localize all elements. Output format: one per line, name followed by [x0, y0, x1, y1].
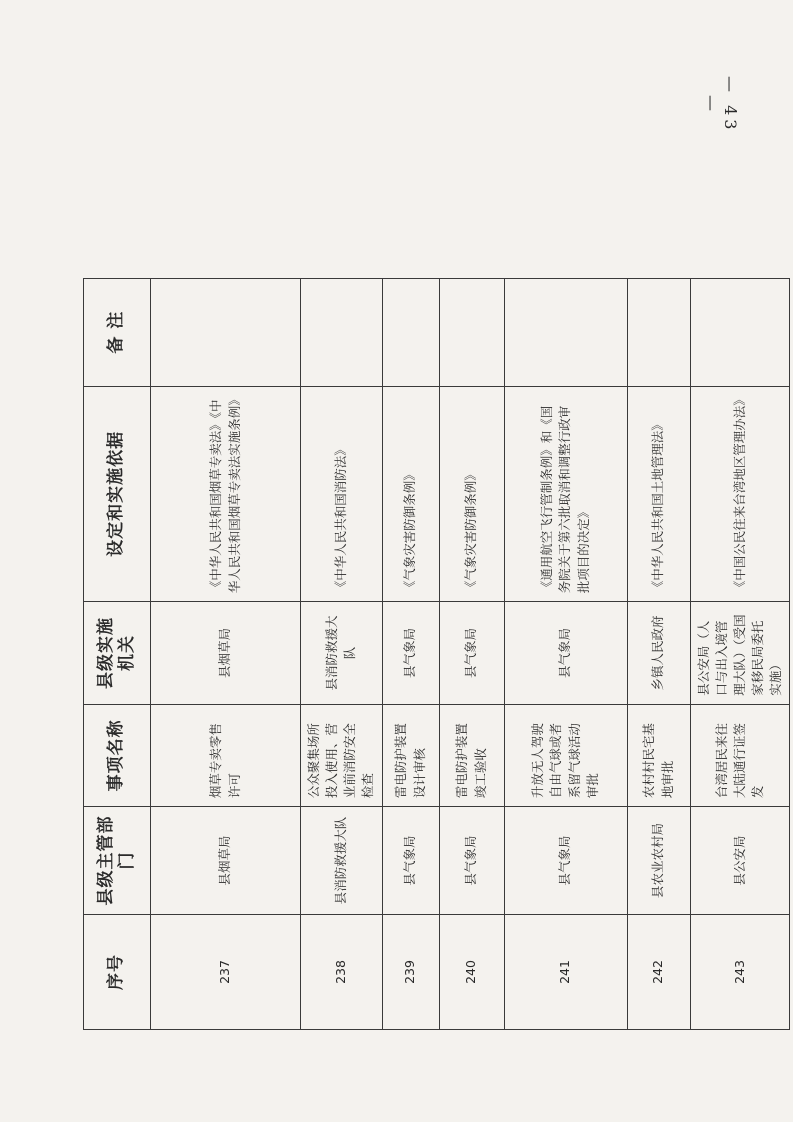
cell-item: 雷电防护装置竣工验收 — [439, 704, 504, 806]
table-row — [504, 63, 627, 1030]
cell-item: 农村村民宅基地审批 — [627, 704, 690, 806]
cell-seq: 237 — [151, 914, 301, 1029]
table-row — [690, 63, 790, 1030]
approval-items-table — [83, 62, 790, 1030]
cell-dept: 县农业农村局 — [627, 807, 690, 915]
document-area — [83, 62, 783, 1030]
cell-agency: 县公安局（人口与出入境管理大队）（受国家移民局委托实施） — [690, 602, 790, 704]
cell-remark — [627, 278, 690, 386]
cell-agency: 县气象局 — [504, 602, 627, 704]
cell-seq: 239 — [382, 914, 439, 1029]
header-item: 事项名称 — [84, 704, 151, 806]
cell-agency: 县消防救援大队 — [301, 602, 383, 704]
cell-basis: 《中国公民往来台湾地区管理办法》 — [690, 386, 790, 602]
cell-dept: 县气象局 — [504, 807, 627, 915]
table-row — [382, 63, 439, 1030]
cell-remark — [151, 278, 301, 386]
cell-dept: 县气象局 — [439, 807, 504, 915]
cell-seq: 241 — [504, 914, 627, 1029]
cell-agency: 县气象局 — [439, 602, 504, 704]
cell-remark — [301, 278, 383, 386]
cell-seq: 242 — [627, 914, 690, 1029]
cell-dept: 县公安局 — [690, 807, 790, 915]
cell-item: 台湾居民来往大陆通行证签发 — [690, 704, 790, 806]
header-agency: 县级实施机关 — [84, 602, 151, 704]
cell-basis: 《通用航空飞行管制条例》和《国务院关于第六批取消和调整行政审批项目的决定》 — [504, 386, 627, 602]
page-number: — 43 — — [702, 76, 740, 134]
table-row — [439, 63, 504, 1030]
cell-dept: 县消防救援大队 — [301, 807, 383, 915]
cell-basis: 《气象灾害防御条例》 — [439, 386, 504, 602]
cell-agency: 县烟草局 — [151, 602, 301, 704]
table-row — [151, 63, 301, 1030]
header-basis: 设定和实施依据 — [84, 386, 151, 602]
cell-remark — [690, 278, 790, 386]
cell-basis: 《中华人民共和国消防法》 — [301, 386, 383, 602]
cell-item: 升放无人驾驶自由气球或者系留气球活动审批 — [504, 704, 627, 806]
header-seq: 序号 — [84, 914, 151, 1029]
cell-seq: 243 — [690, 914, 790, 1029]
cell-item: 公众聚集场所投入使用、营业前消防安全检查 — [301, 704, 383, 806]
header-remark: 备 注 — [84, 278, 151, 386]
header-row — [84, 63, 151, 1030]
cell-seq: 238 — [301, 914, 383, 1029]
cell-item: 雷电防护装置设计审核 — [382, 704, 439, 806]
rotated-page — [83, 62, 783, 1030]
table-row — [301, 63, 383, 1030]
cell-basis: 《气象灾害防御条例》 — [382, 386, 439, 602]
cell-remark — [439, 278, 504, 386]
cell-agency: 乡镇人民政府 — [627, 602, 690, 704]
cell-dept: 县烟草局 — [151, 807, 301, 915]
cell-basis: 《中华人民共和国烟草专卖法》《中华人民共和国烟草专卖法实施条例》 — [151, 386, 301, 602]
cell-remark — [382, 278, 439, 386]
cell-dept: 县气象局 — [382, 807, 439, 915]
table-row — [627, 63, 690, 1030]
cell-agency: 县气象局 — [382, 602, 439, 704]
cell-seq: 240 — [439, 914, 504, 1029]
cell-item: 烟草专卖零售许可 — [151, 704, 301, 806]
cell-remark — [504, 278, 627, 386]
header-dept: 县级主管部门 — [84, 807, 151, 915]
cell-basis: 《中华人民共和国土地管理法》 — [627, 386, 690, 602]
